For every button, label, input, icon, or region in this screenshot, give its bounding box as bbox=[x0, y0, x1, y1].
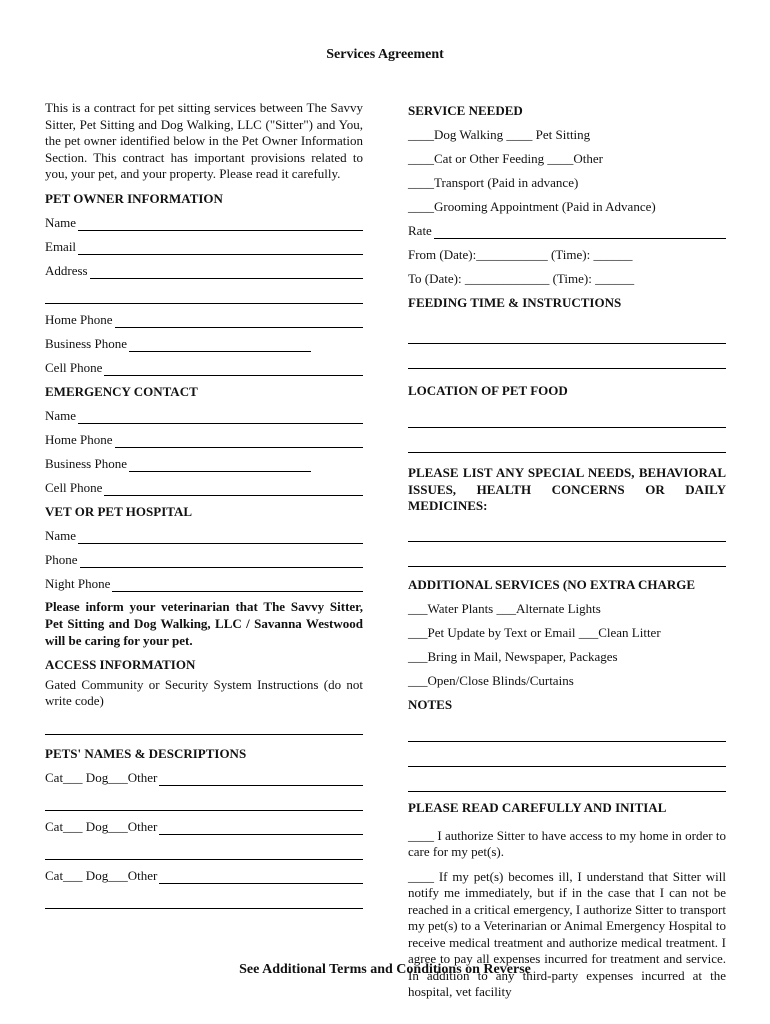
access-line[interactable] bbox=[45, 710, 363, 735]
emergency-home-phone-field[interactable] bbox=[45, 424, 363, 448]
notes-line-2[interactable] bbox=[408, 742, 726, 767]
owner-home-phone-field[interactable] bbox=[45, 304, 363, 328]
service-option-3[interactable]: ____Transport (Paid in advance) bbox=[408, 175, 579, 190]
food-line-1[interactable] bbox=[408, 399, 726, 428]
document-title: Services Agreement bbox=[326, 47, 444, 62]
field-label: Phone bbox=[45, 551, 78, 567]
feeding-line-2[interactable] bbox=[408, 344, 726, 369]
field-label: Rate bbox=[408, 223, 432, 238]
vet-notice: Please inform your veterinarian that The Savvy Sitter, Pet Sitting and Dog Walking, LLC / Savanna Westwood will be caring for your pet. bbox=[45, 598, 363, 648]
field-label: Address bbox=[45, 262, 88, 278]
intro-paragraph: This is a contract for pet sitting services between The Savvy Sitter, Pet Sitting and Dog Walking, LLC ("Sitter") and You, the pet owner identified below in the Pet Owner Information Section. This contract has important provisions related to you, your pet, and your property. Please read it carefully. bbox=[45, 100, 363, 181]
field-label: Cat___ Dog___Other bbox=[45, 867, 158, 883]
pet-line-1-extra[interactable] bbox=[45, 786, 363, 811]
field-label: Email bbox=[45, 238, 77, 254]
emergency-name-field[interactable] bbox=[45, 400, 363, 424]
additional-option-4[interactable]: ___Open/Close Blinds/Curtains bbox=[408, 672, 574, 688]
rate-field[interactable] bbox=[408, 215, 726, 239]
left-column bbox=[45, 100, 363, 909]
pet-line-2[interactable] bbox=[45, 811, 363, 835]
pet-line-3-extra[interactable] bbox=[45, 884, 363, 909]
pet-line-3[interactable] bbox=[45, 860, 363, 884]
notes-line-3[interactable] bbox=[408, 767, 726, 792]
field-label: Home Phone bbox=[45, 311, 113, 327]
initial-clause-1: ____ I authorize Sitter to have access to my home in order to care for my pet(s). bbox=[408, 827, 726, 859]
service-heading: SERVICE NEEDED bbox=[408, 103, 523, 118]
notes-line-1[interactable] bbox=[408, 713, 726, 742]
pet-line-1[interactable] bbox=[45, 762, 363, 786]
owner-email-field[interactable] bbox=[45, 231, 363, 255]
needs-line-2[interactable] bbox=[408, 542, 726, 567]
owner-cell-phone-field[interactable] bbox=[45, 352, 363, 376]
initial-heading: PLEASE READ CAREFULLY AND INITIAL bbox=[408, 799, 667, 815]
emergency-heading: EMERGENCY CONTACT bbox=[45, 383, 198, 399]
pets-heading: PETS' NAMES & DESCRIPTIONS bbox=[45, 745, 247, 761]
food-line-2[interactable] bbox=[408, 428, 726, 453]
to-date-field[interactable]: To (Date): _____________ (Time): ______ bbox=[408, 271, 635, 286]
field-label: Cell Phone bbox=[45, 479, 103, 495]
owner-address-field[interactable] bbox=[45, 255, 363, 279]
from-date-field[interactable]: From (Date):___________ (Time): ______ bbox=[408, 247, 633, 262]
special-needs-heading: PLEASE LIST ANY SPECIAL NEEDS, BEHAVIORAL ISSUES, HEALTH CONCERNS OR DAILY MEDICINES: bbox=[408, 465, 726, 513]
address-line-2[interactable] bbox=[45, 279, 363, 304]
initial-clause-2: ____ If my pet(s) becomes ill, I understand that Sitter will notify me immediately, but if in the case that I can not be reached in a critical emergency, I authorize Sitter to transport my pet(s) to a Veterinarian or Animal Emergency Hospital to receive medical treatment and authorize medical treatment. I agree to pay all expenses incurred for treatment and service. In addition to any third-party expenses incurred at the hospital, vet facility bbox=[408, 868, 726, 999]
feeding-line-1[interactable] bbox=[408, 311, 726, 344]
field-label: Home Phone bbox=[45, 431, 113, 447]
emergency-business-phone-field[interactable] bbox=[45, 448, 363, 472]
access-instructions: Gated Community or Security System Instructions (do not write code) bbox=[45, 676, 363, 708]
owner-heading: PET OWNER INFORMATION bbox=[45, 190, 223, 206]
vet-night-phone-field[interactable] bbox=[45, 568, 363, 592]
feeding-heading: FEEDING TIME & INSTRUCTIONS bbox=[408, 295, 622, 310]
field-label: Cat___ Dog___Other bbox=[45, 769, 158, 785]
vet-heading: VET OR PET HOSPITAL bbox=[45, 503, 193, 519]
pet-line-2-extra[interactable] bbox=[45, 835, 363, 860]
field-label: Cell Phone bbox=[45, 359, 103, 375]
owner-business-phone-field[interactable] bbox=[45, 328, 363, 352]
service-option-1[interactable]: ____Dog Walking ____ Pet Sitting bbox=[408, 127, 591, 142]
emergency-cell-phone-field[interactable] bbox=[45, 472, 363, 496]
field-label: Name bbox=[45, 527, 77, 543]
right-column bbox=[408, 95, 726, 1001]
vet-phone-field[interactable] bbox=[45, 544, 363, 568]
field-label: Cat___ Dog___Other bbox=[45, 818, 158, 834]
field-label: Business Phone bbox=[45, 335, 127, 351]
footer-note: See Additional Terms and Conditions on Reverse bbox=[239, 962, 531, 977]
field-label: Name bbox=[45, 214, 77, 230]
additional-option-1[interactable]: ___Water Plants ___Alternate Lights bbox=[408, 600, 601, 616]
needs-line-1[interactable] bbox=[408, 515, 726, 542]
service-option-4[interactable]: ____Grooming Appointment (Paid in Advance) bbox=[408, 199, 656, 214]
vet-name-field[interactable] bbox=[45, 520, 363, 544]
access-heading: ACCESS INFORMATION bbox=[45, 656, 196, 672]
additional-option-2[interactable]: ___Pet Update by Text or Email ___Clean Litter bbox=[408, 624, 661, 640]
notes-heading: NOTES bbox=[408, 696, 453, 712]
food-location-heading: LOCATION OF PET FOOD bbox=[408, 383, 568, 398]
field-label: Night Phone bbox=[45, 575, 111, 591]
owner-name-field[interactable] bbox=[45, 207, 363, 231]
additional-services-heading: ADDITIONAL SERVICES (NO EXTRA CHARGE bbox=[408, 576, 696, 592]
field-label: Name bbox=[45, 407, 77, 423]
service-option-2[interactable]: ____Cat or Other Feeding ____Other bbox=[408, 151, 603, 166]
field-label: Business Phone bbox=[45, 455, 127, 471]
additional-option-3[interactable]: ___Bring in Mail, Newspaper, Packages bbox=[408, 648, 618, 664]
